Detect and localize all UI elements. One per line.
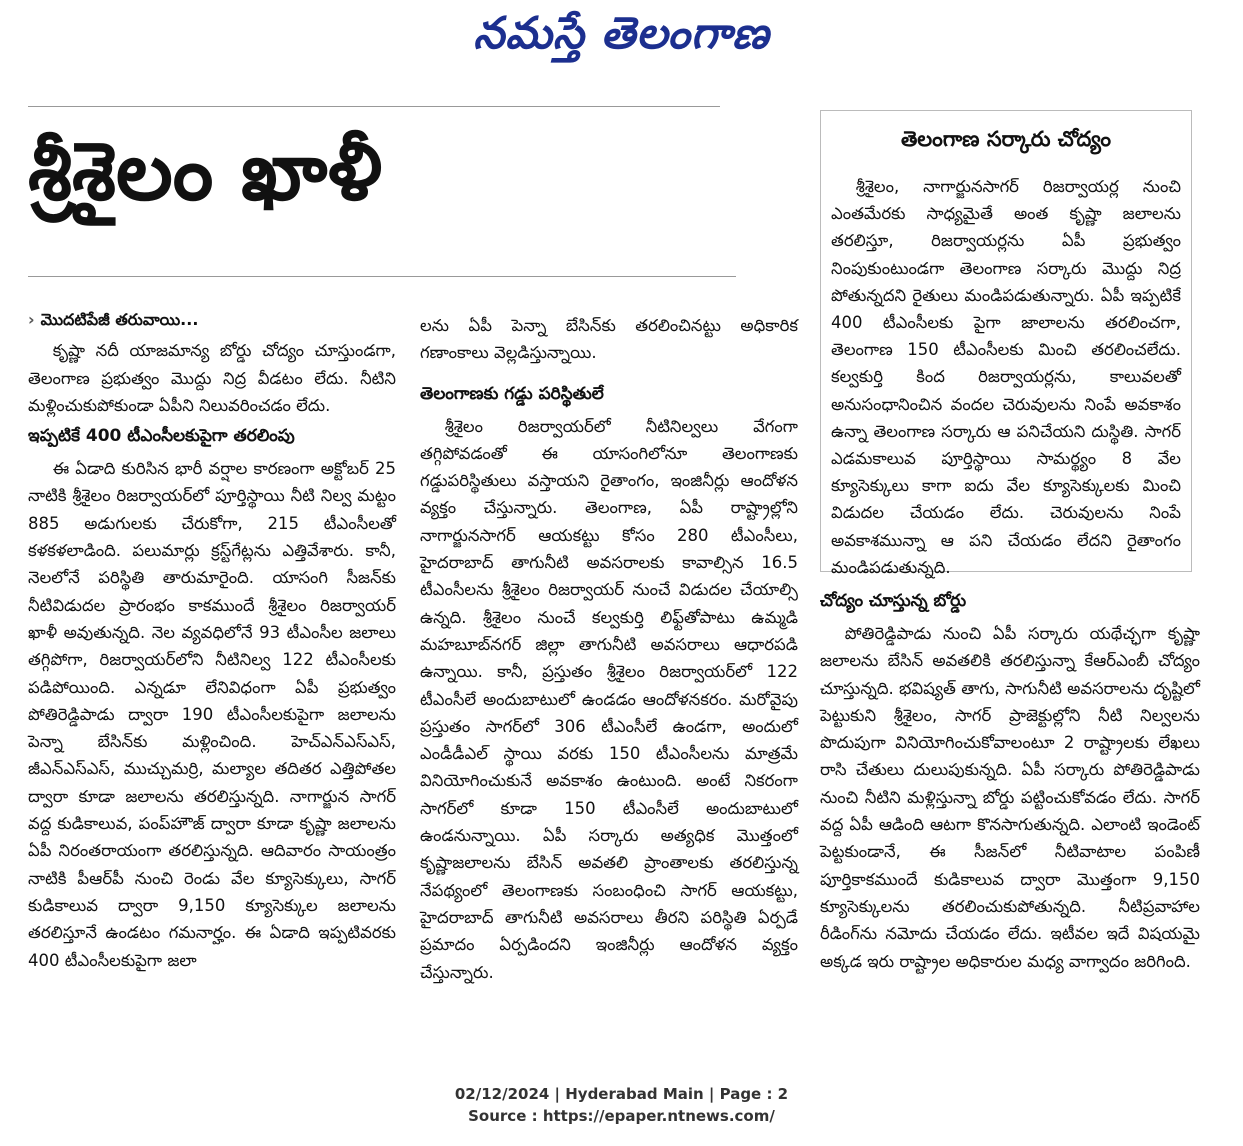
continued-text: మొదటిపేజీ తరువాయి... [40, 310, 199, 329]
paragraph: లను ఏపీ పెన్నా బేసిన్‌కు తరలించినట్టు అధికారిక గణాంకాలు వెల్లడిస్తున్నాయి. [420, 316, 798, 363]
sidebar-box [820, 110, 1192, 577]
article-column-1 [28, 306, 396, 974]
continued-label [28, 306, 396, 333]
masthead-logo: నమస్తే తెలంగాణ [473, 8, 770, 59]
box-body: శ్రీశైలం, నాగార్జునసాగర్ రిజర్వాయర్ల నుంచి ఎంతమేరకు సాధ్యమైతే అంత కృష్ణా జలాలను తరలిస్తూ, రిజర్వాయర్లను ఏపీ ప్రభుత్వం నింపుకుంటుండగా తెలంగాణ సర్కారు మొద్దు నిద్ర పోతున్నదని రైతులు మండిపడుతున్నారు. ఏపీ ఇప్పటికే 400 టీఎంసీలకు పైగా జాలాలను తరలించగా, తెలంగాణ 150 టీఎంసీలకు మించి తరలించలేదు. కల్వకుర్తి కింద రిజర్వాయర్లను, కాలువలతో అనుసంధానించిన వందల చెరువులను నింపే అవకాశం ఉన్నా తెలంగాణ సర్కారు ఆ పనిచేయని దుస్థితి. సాగర్ ఎడమకాలువ పూర్తిస్థాయి సామర్థ్యం 8 వేల క్యూసెక్కులు కాగా ఐదు వేల క్యూసెక్కులకు మించి విడుదల చేయడం లేదు. చెరువులను నింపే అవకాశమున్నా ఆ పని చేయడం లేదని రైతాంగం మండిపడుతున్నది. [831, 177, 1181, 577]
footer-source-line: Source : https://epaper.ntnews.com/ [468, 1107, 775, 1125]
footer-date-line: 02/12/2024 | Hyderabad Main | Page : 2 [454, 1085, 789, 1103]
article-column-3 [820, 584, 1200, 975]
headline: శ్రీశైలం ఖాళీ [28, 125, 383, 218]
footer [0, 1083, 1243, 1127]
headline-divider [28, 276, 736, 277]
subheading: చోద్యం చూస్తున్న బోర్డు [820, 591, 967, 611]
subheading: తెలంగాణకు గడ్డు పరిస్థితులే [420, 383, 604, 404]
top-divider [28, 106, 720, 107]
paragraph: కృష్ణా నదీ యాజమాన్య బోర్డు చోద్యం చూస్తుండగా, తెలంగాణ ప్రభుత్వం మొద్దు నిద్ర వీడటం లేదు. నీటిని మళ్లించుకుపోకుండా ఏపీని నిలువరించడం లేదు. [28, 341, 396, 415]
chevron-right-icon: › [28, 310, 35, 329]
paragraph: శ్రీశైలం రిజర్వాయర్‌లో నీటినిల్వలు వేగంగా తగ్గిపోవడంతో ఈ యాసంగిలోనూ తెలంగాణకు గడ్డుపరిస్థితులు వస్తాయని రైతాంగం, ఇంజినీర్లు ఆందోళన వ్యక్తం చేస్తున్నారు. తెలంగాణ, ఏపీ రాష్ట్రాల్లోని నాగార్జునసాగర్ ఆయకట్టు కోసం 280 టీఎంసీలు, హైదరాబాద్ తాగునీటి అవసరాలకు కావాల్సిన 16.5 టీఎంసీలను శ్రీశైలం రిజర్వాయర్ నుంచే విడుదల చేయాల్సి ఉన్నది. శ్రీశైలం నుంచే కల్వకుర్తి లిఫ్ట్‌తోపాటు ఉమ్మడి మహబూబ్‌నగర్ జిల్లా తాగునీటి అవసరాలు ఆధారపడి ఉన్నాయి. కానీ, ప్రస్తుతం శ్రీశైలం రిజర్వాయర్‌లో 122 టీఎంసీలే అందుబాటులో ఉండడం ఆందోళనకరం. మరోవైపు ప్రస్తుతం సాగర్‌లో 306 టీఎంసీలే ఉండగా, అందులో ఎండీడీఎల్ స్థాయి వరకు 150 టీఎంసీలను మాత్రమే వినియోగించుకునే అవకాశం ఉంటుంది. అంటే నికరంగా సాగర్‌లో కూడా 150 టీఎంసీలే అందుబాటులో ఉండనున్నాయి. ఏపీ సర్కారు అత్యధిక మొత్తంలో కృష్ణాజలాలను బేసిన్ అవతలి ప్రాంతాలకు తరలిస్తున్న నేపథ్యంలో తెలంగాణకు సంబంధించి సాగర్ ఆయకట్టు, హైదరాబాద్ తాగునీటి అవసరాలు తీరని పరిస్థితి ఏర్పడే ప్రమాదం ఏర్పడిందని ఇంజినీర్లు ఆందోళన వ్యక్తం చేస్తున్నారు. [420, 416, 798, 982]
subheading: ఇప్పటికే 400 టీఎంసీలకుపైగా తరలింపు [28, 426, 295, 447]
box-title: తెలంగాణ సర్కారు చోద్యం [900, 127, 1112, 151]
paragraph: ఈ ఏడాది కురిసిన భారీ వర్షాల కారణంగా అక్టోబర్ 25 నాటికి శ్రీశైలం రిజర్వాయర్‌లో పూర్తిస్థాయి నీటి నిల్వ మట్టం 885 అడుగులకు చేరుకోగా, 215 టీఎంసీలతో కళకళలాడింది. పలుమార్లు క్రస్ట్‌గేట్లను ఎత్తివేశారు. కానీ, నెలలోనే పరిస్థితి తారుమారైంది. యాసంగి సీజన్‌కు నీటివిడుదల ప్రారంభం కాకముందే శ్రీశైలం రిజర్వాయర్ ఖాళీ అవుతున్నది. నెల వ్యవధిలోనే 93 టీఎంసీల జలాలు తగ్గిపోగా, రిజర్వాయర్‌లోని నీటినిల్వ 122 టీఎంసీలకు పడిపోయింది. ఎన్నడూ లేనివిధంగా ఏపీ ప్రభుత్వం పోతిరెడ్డిపాడు ద్వారా 190 టీఎంసీలకుపైగా జలాలను పెన్నా బేసిన్‌కు మళ్లించింది. హెచ్‌ఎన్‌ఎస్‌ఎస్, జీఎన్‌ఎస్‌ఎస్, ముచ్చుమర్రి, మల్యాల తదితర ఎత్తిపోతల ద్వారా కూడా జలాలను తరలిస్తున్నది. నాగార్జున సాగర్ వద్ద కుడికాలువ, పంప్‌హౌజ్ ద్వారా కూడా కృష్ణా జలాలను ఏపీ నిరంతరాయంగా తరలిస్తున్నది. ఆదివారం సాయంత్రం నాటికి పీఆర్‌పీ నుంచి రెండు వేల క్యూసెక్కులు, సాగర్ కుడికాలువ ద్వారా 9,150 క్యూసెక్కుల జలాలను తరలిస్తూనే ఉండటం గమనార్హం. ఈ ఏడాది ఇప్పటివరకు 400 టీఎంసీలకుపైగా జలా [28, 459, 396, 970]
article-column-2 [420, 312, 798, 986]
paragraph: పోతిరెడ్డిపాడు నుంచి ఏపీ సర్కారు యథేచ్ఛగా కృష్ణా జలాలను బేసిన్ అవతలికి తరలిస్తున్నా కేఆర్‌ఎంబీ చోద్యం చూస్తున్నది. భవిష్యత్ తాగు, సాగునీటి అవసరాలను దృష్టిలో పెట్టుకుని శ్రీశైలం, సాగర్ ప్రాజెక్టుల్లోని నీటి నిల్వలను పొదుపుగా వినియోగించుకోవాలంటూ 2 రాష్ట్రాలకు లేఖలు రాసి చేతులు దులుపుకున్నది. ఏపీ సర్కారు పోతిరెడ్డిపాడు నుంచి నీటిని మళ్లిస్తున్నా బోర్డు పట్టించుకోవడం లేదు. సాగర్ వద్ద ఏపీ ఆడింది ఆటగా కొనసాగుతున్నది. ఎలాంటి ఇండెంట్ పెట్టకుండానే, ఈ సీజన్‌లో నీటివాటాల పంపిణీ పూర్తికాకముందే కుడికాలువ ద్వారా మొత్తంగా 9,150 క్యూసెక్కులను తరలించుకుపోతున్నది. నీటిప్రవాహాల రీడింగ్‌ను నమోదు చేయడం లేదు. ఇటీవల ఇదే విషయమై అక్కడ ఇరు రాష్ట్రాల అధికారుల మధ్య వాగ్వాదం జరిగింది. [820, 624, 1200, 971]
